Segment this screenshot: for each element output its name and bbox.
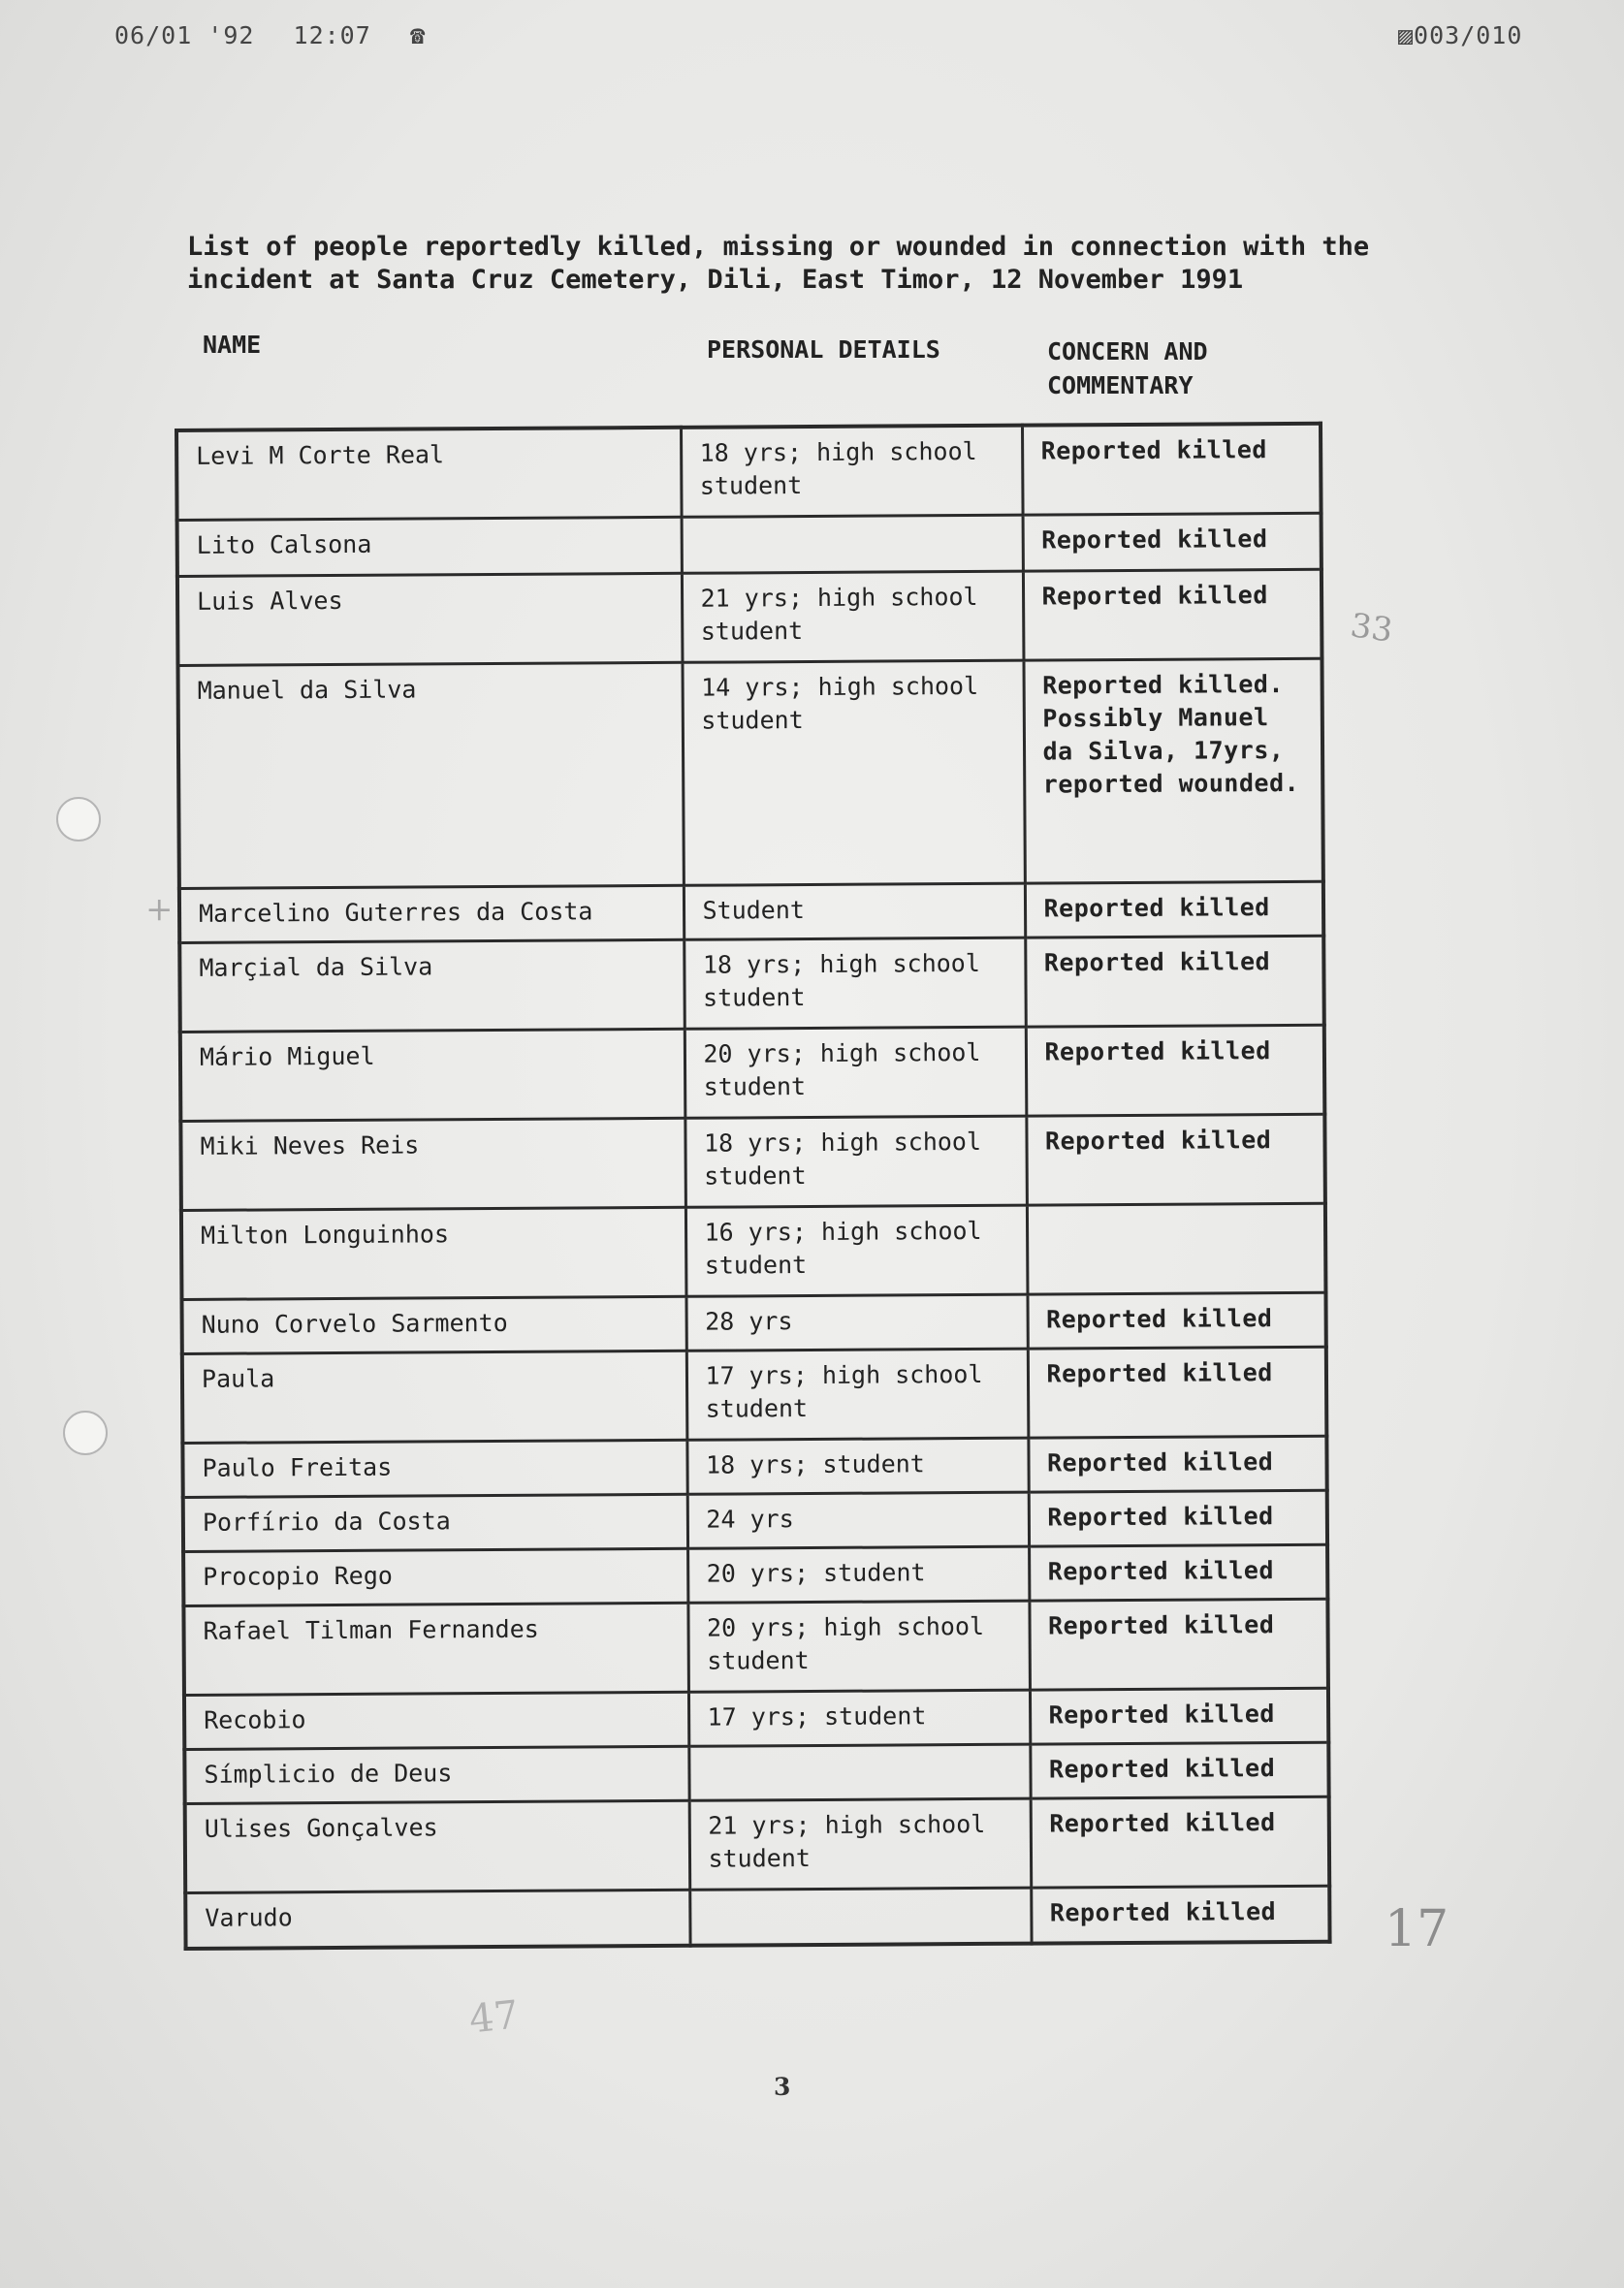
name-cell: Lito Calsona (177, 517, 682, 576)
concern-cell (1027, 1203, 1326, 1294)
table-row (183, 1599, 1328, 1695)
details-cell: 17 yrs; student (688, 1690, 1030, 1746)
table-row (179, 881, 1323, 942)
fax-header-left (114, 21, 450, 50)
table-row (176, 424, 1321, 520)
name-cell: Marcelino Guterres da Costa (179, 885, 684, 942)
concern-cell: Reported killed (1023, 513, 1321, 571)
details-cell: 18 yrs; high school student (681, 426, 1023, 517)
name-cell: Rafael Tilman Fernandes (183, 1603, 688, 1695)
name-cell: Paula (182, 1351, 687, 1443)
details-cell: 20 yrs; high school student (685, 1027, 1027, 1118)
name-cell: Levi M Corte Real (176, 428, 682, 520)
table-row (177, 569, 1322, 665)
name-cell: Manuel da Silva (177, 662, 683, 888)
fax-date: 06/01 '92 (114, 21, 255, 49)
name-cell: Varudo (185, 1890, 689, 1949)
table-row (180, 1114, 1325, 1210)
table-row (181, 1292, 1325, 1353)
details-cell: 17 yrs; high school student (686, 1349, 1029, 1440)
punch-hole (63, 1411, 108, 1455)
table-row (185, 1796, 1330, 1892)
details-cell (689, 1888, 1031, 1946)
table-row (183, 1490, 1327, 1551)
name-cell: Ulises Gonçalves (185, 1800, 690, 1892)
column-header-details: PERSONAL DETAILS (707, 335, 940, 364)
concern-cell: Reported killed (1028, 1347, 1327, 1438)
concern-cell: Reported killed (1023, 569, 1322, 660)
name-cell: Nuno Corvelo Sarmento (181, 1296, 685, 1353)
handwritten-mark: 33 (1348, 606, 1395, 651)
handwritten-mark: 47 (466, 1992, 522, 2043)
details-cell: 14 yrs; high school student (682, 660, 1024, 885)
column-header-name: NAME (203, 331, 262, 359)
details-cell: 24 yrs (687, 1492, 1029, 1548)
concern-cell: Reported killed. Possibly Manuel da Silva, 17yrs, reported wounded. (1023, 658, 1322, 883)
page-number: 3 (774, 2073, 791, 2101)
table-row (180, 1025, 1325, 1121)
punch-hole (56, 797, 101, 842)
margin-cross-mark: + (145, 890, 174, 929)
details-cell: 16 yrs; high school student (685, 1205, 1028, 1296)
details-cell: 18 yrs; student (686, 1438, 1028, 1494)
table-row (185, 1886, 1329, 1949)
column-header-concern-line1: CONCERN AND (1047, 337, 1208, 365)
table-row (182, 1347, 1327, 1443)
name-cell: Marçial da Silva (179, 939, 685, 1032)
victims-table (175, 422, 1332, 1951)
details-cell: 21 yrs; high school student (682, 571, 1024, 662)
name-cell: Procopio Rego (183, 1548, 687, 1605)
details-cell: 28 yrs (685, 1294, 1027, 1351)
table-row (184, 1688, 1328, 1749)
name-cell: Milton Longuinhos (181, 1207, 686, 1299)
concern-cell: Reported killed (1026, 1025, 1325, 1116)
details-cell (682, 515, 1023, 573)
telephone-icon: ☎ (409, 21, 427, 50)
details-cell: 20 yrs; high school student (687, 1601, 1030, 1692)
table-row (183, 1544, 1327, 1605)
name-cell: Recobio (184, 1692, 688, 1749)
details-cell: Student (684, 883, 1025, 939)
table-row (184, 1742, 1328, 1803)
concern-cell: Reported killed (1026, 1114, 1325, 1205)
concern-cell: Reported killed (1030, 1688, 1328, 1744)
table-row (181, 1203, 1326, 1299)
table-row (177, 513, 1321, 576)
details-cell: 18 yrs; high school student (684, 937, 1026, 1029)
name-cell: Porfírio da Costa (183, 1494, 687, 1551)
concern-cell: Reported killed (1028, 1436, 1326, 1492)
concern-cell: Reported killed (1031, 1796, 1330, 1888)
column-header-concern-line2: COMMENTARY (1047, 371, 1194, 399)
details-cell (688, 1744, 1030, 1800)
table-row (182, 1436, 1326, 1497)
name-cell: Paulo Freitas (182, 1440, 686, 1497)
document-title: List of people reportedly killed, missing or wounded in connection with the incident at Santa Cruz Cemetery, Dili, East Timor, 12 November 1991 (187, 232, 1370, 295)
name-cell: Mário Miguel (180, 1029, 685, 1121)
concern-cell: Reported killed (1025, 936, 1324, 1027)
table-row (179, 936, 1324, 1032)
concern-cell: Reported killed (1029, 1599, 1328, 1690)
fax-page-ref: ▨003/010 (1398, 21, 1523, 49)
name-cell: Símplicio de Deus (184, 1746, 688, 1803)
handwritten-mark: 17 (1385, 1900, 1449, 1958)
name-cell: Luis Alves (177, 573, 683, 665)
concern-cell: Reported killed (1029, 1544, 1327, 1601)
details-cell: 21 yrs; high school student (689, 1798, 1032, 1890)
concern-cell: Reported killed (1027, 1292, 1325, 1349)
concern-cell: Reported killed (1031, 1886, 1329, 1944)
concern-cell: Reported killed (1030, 1742, 1328, 1798)
fax-time: 12:07 (293, 21, 371, 49)
name-cell: Miki Neves Reis (180, 1118, 685, 1210)
details-cell: 20 yrs; student (687, 1546, 1029, 1603)
table-row (177, 658, 1322, 888)
concern-cell: Reported killed (1025, 881, 1323, 937)
column-header-concern (1047, 334, 1208, 402)
concern-cell: Reported killed (1022, 424, 1321, 515)
details-cell: 18 yrs; high school student (685, 1116, 1027, 1207)
concern-cell: Reported killed (1029, 1490, 1327, 1546)
